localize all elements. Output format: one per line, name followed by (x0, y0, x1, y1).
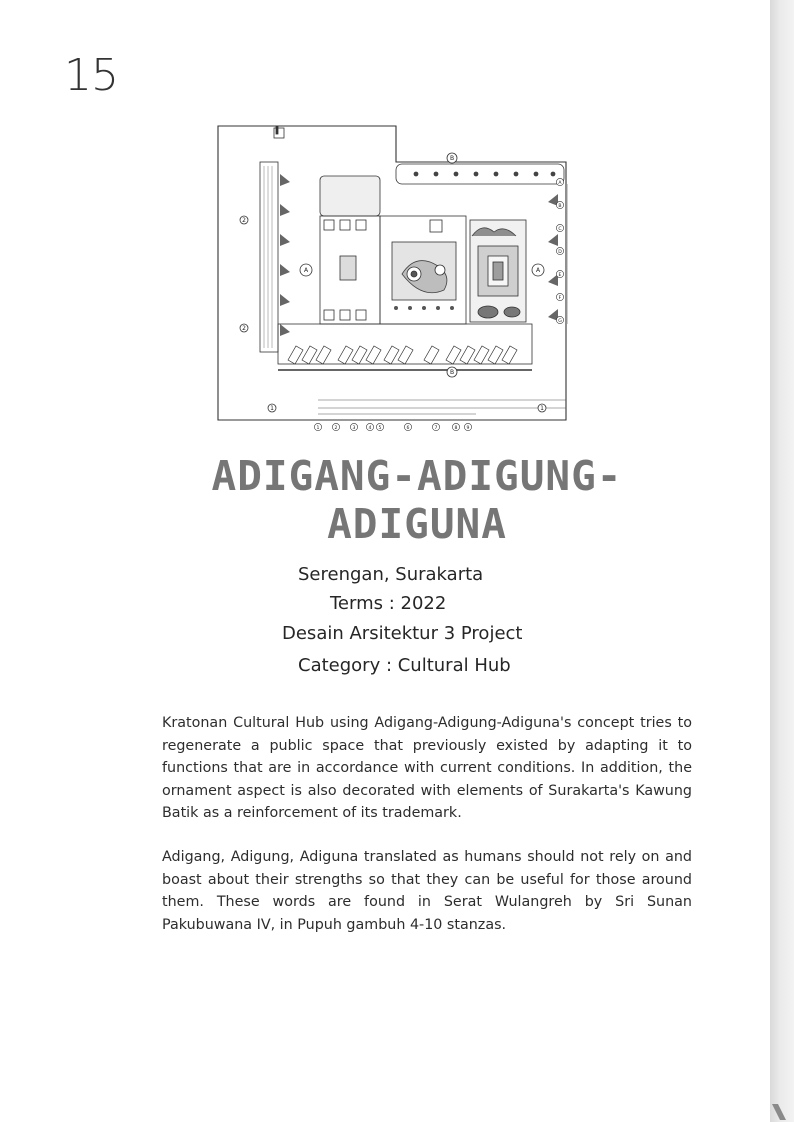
plan-marker-left-2b: 2 (242, 325, 246, 332)
plan-marker-top-b: B (449, 155, 455, 162)
project-title (160, 452, 674, 548)
title-line-2: ADIGUNA (327, 500, 507, 548)
page-edge-shadow (770, 0, 794, 1122)
plan-marker-bottom-b: B (449, 369, 455, 376)
plan-grid-row-e: E (558, 272, 562, 278)
project-course: Desain Arsitektur 3 Project (282, 623, 523, 644)
plan-grid-col-9: 9 (466, 425, 470, 431)
plan-grid-col-2: 2 (334, 425, 338, 431)
plan-marker-left-2a: 2 (242, 217, 246, 224)
plan-marker-bottom-1a: 1 (270, 405, 274, 412)
plan-marker-left-a: A (303, 267, 309, 274)
plan-marker-bottom-1b: 1 (540, 405, 544, 412)
page-corner-fold (770, 1100, 794, 1122)
plan-column-grid (314, 423, 471, 430)
site-plan-drawing (216, 124, 568, 436)
plan-grid-col-1: 1 (316, 425, 320, 431)
plan-grid-row-c: C (558, 226, 562, 232)
plan-grid-col-6: 6 (406, 425, 410, 431)
description-paragraph-2: Adigang, Adigung, Adiguna translated as humans should not rely on and boast about their strengths so that they can be useful for those around them. These words are found in Serat Wulangreh by Sri Sunan Pakubuwana IV, in Pupuh gambuh 4-10 stanzas. (162, 849, 692, 933)
plan-grid-col-4: 4 (368, 425, 372, 431)
description-paragraph-1: Kratonan Cultural Hub using Adigang-Adigung-Adiguna's concept tries to regenerate a public space that previously existed by adapting it to functions that are in accordance with current conditions. In addition, the ornament aspect is also decorated with elements of Surakarta's Kawung Batik as a reinforcement of its trademark. (162, 715, 692, 821)
plan-grid-col-8: 8 (454, 425, 458, 431)
plan-grid-row-g: G (558, 318, 562, 324)
plan-marker-right-a: A (535, 267, 541, 274)
plan-grid-col-7: 7 (434, 425, 438, 431)
project-location: Serengan, Surakarta (298, 564, 484, 585)
plan-grid-row-a: A (558, 180, 562, 186)
plan-grid-col-5: 5 (378, 425, 382, 431)
project-terms: Terms : 2022 (330, 593, 447, 614)
plan-grid-row-d: D (558, 249, 562, 255)
plan-grid-row-f: F (558, 295, 562, 301)
project-category: Category : Cultural Hub (298, 655, 511, 676)
plan-grid-col-3: 3 (352, 425, 356, 431)
title-line-1: ADIGANG-ADIGUNG- (211, 452, 623, 500)
plan-grid-row-b: B (558, 203, 562, 209)
page-number: 15 (64, 50, 118, 101)
